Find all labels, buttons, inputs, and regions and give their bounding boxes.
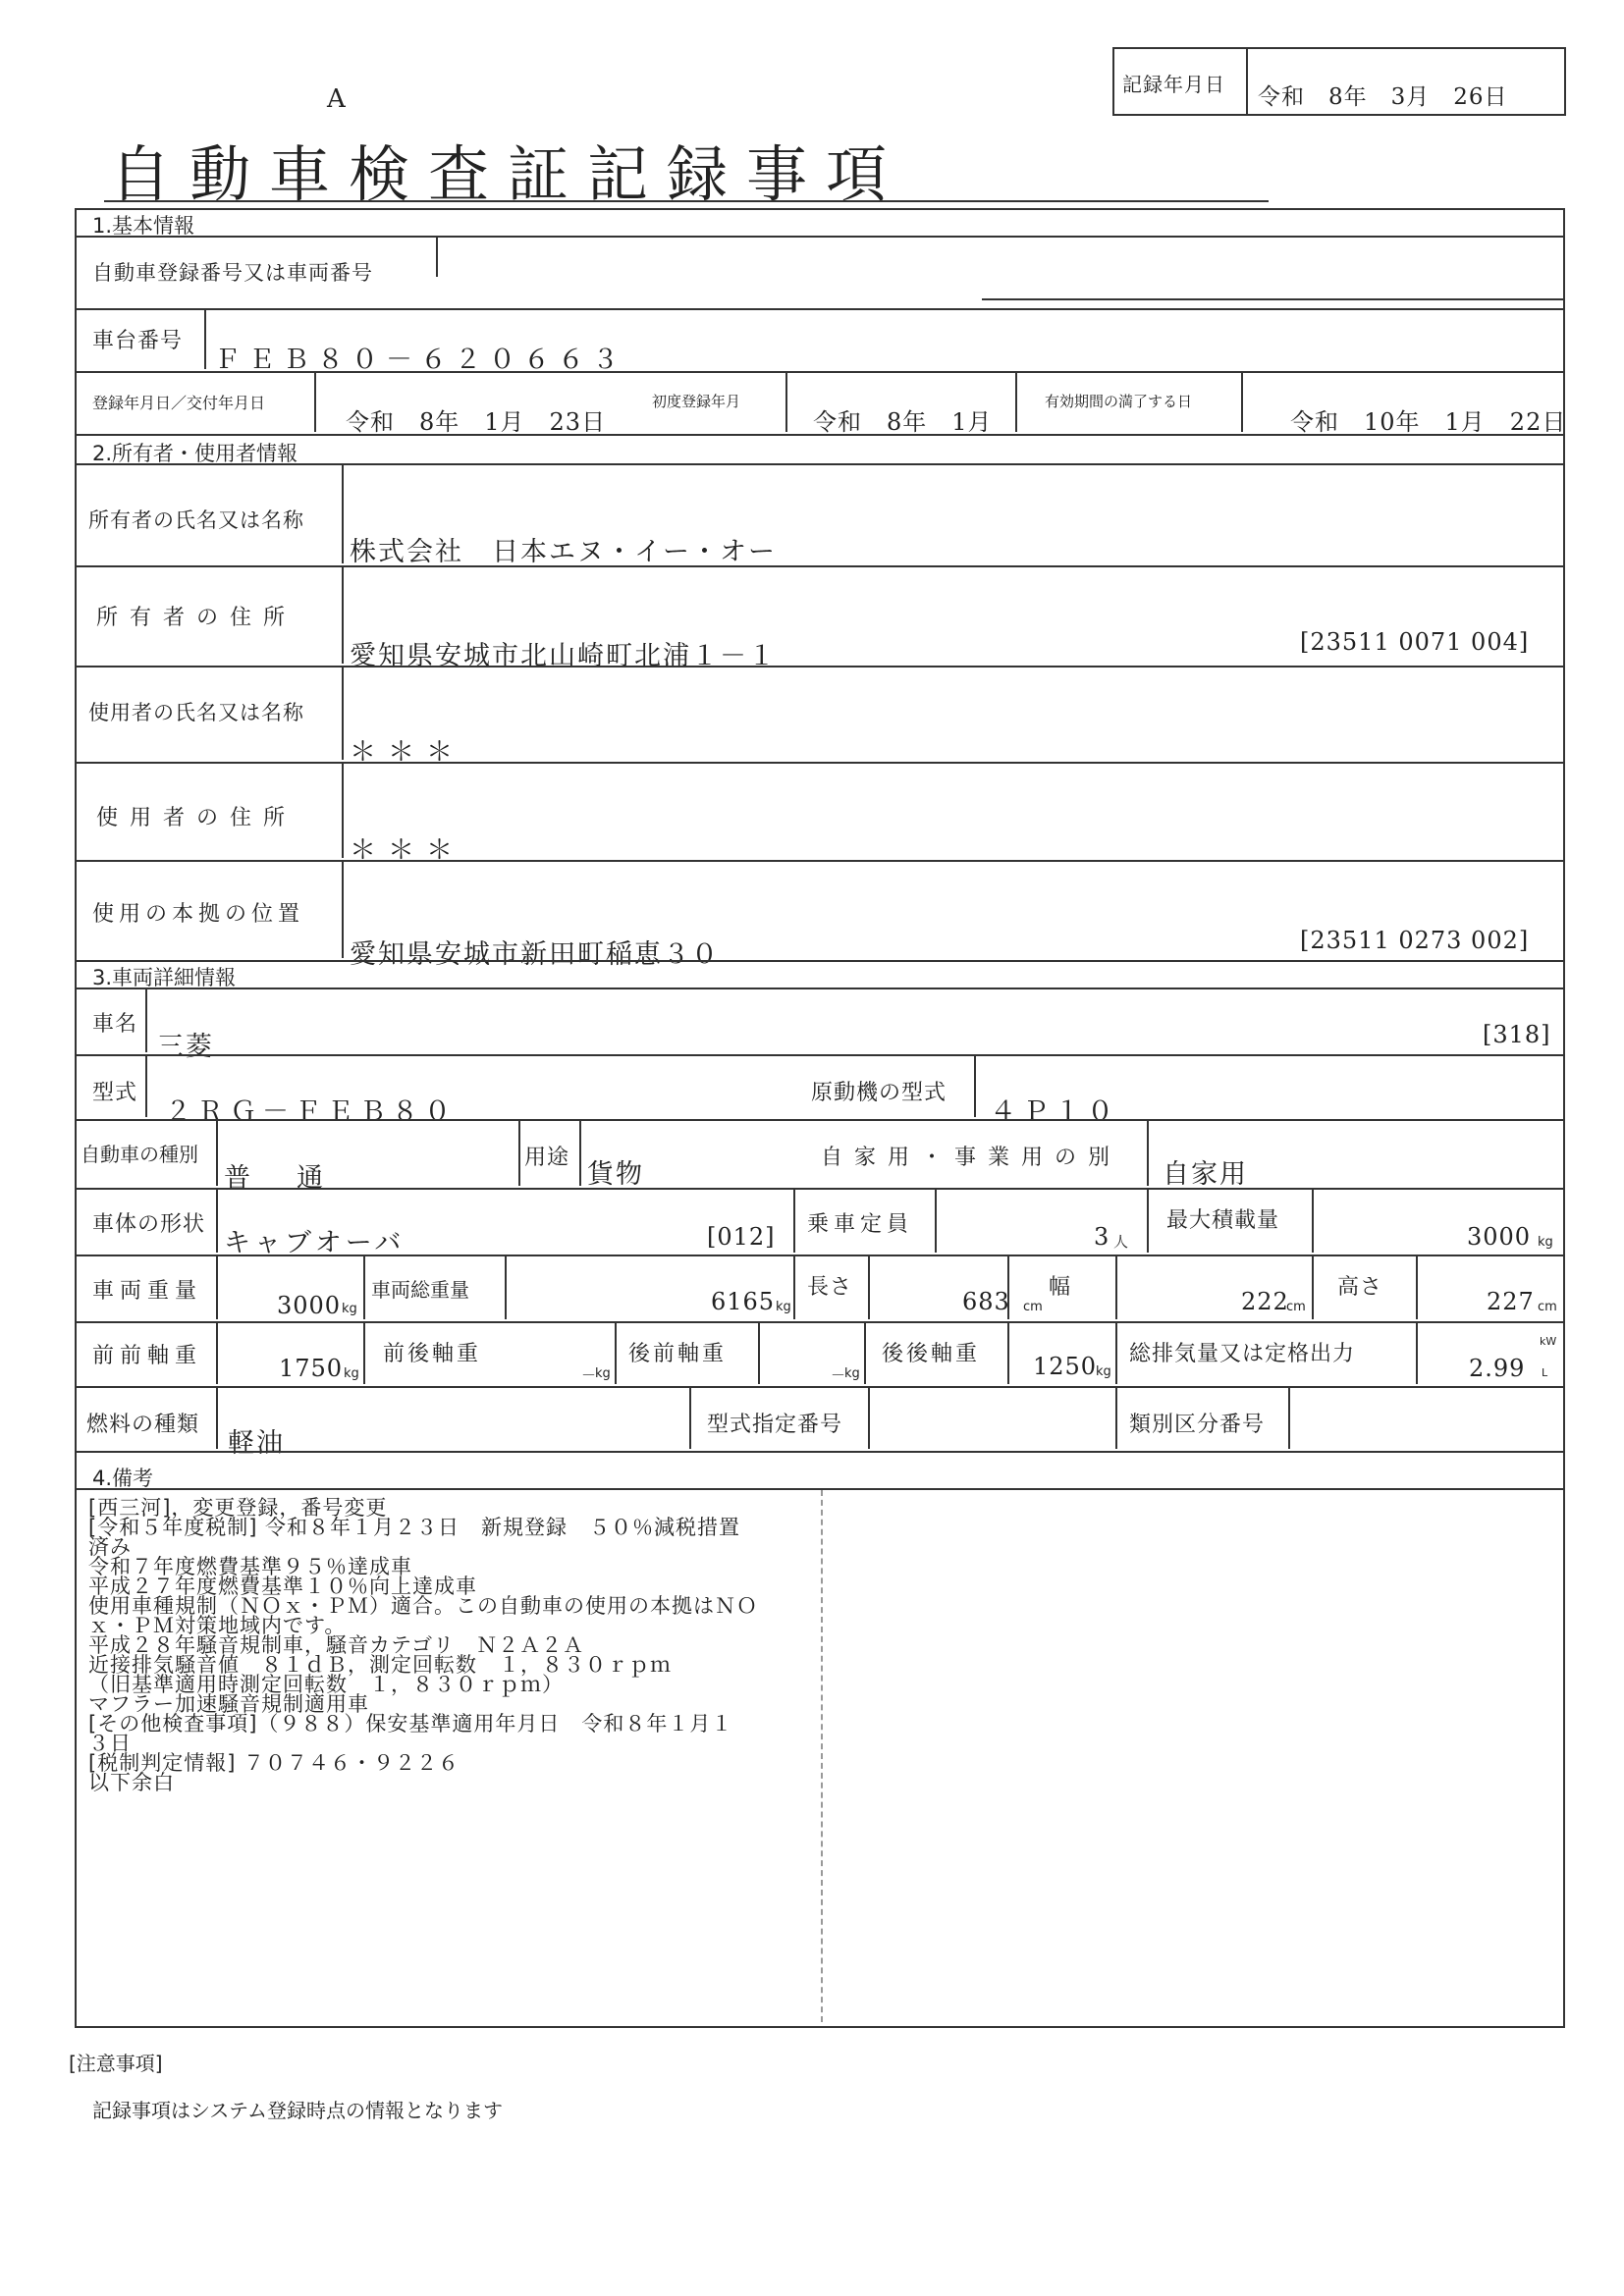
weight-label: 車両重量 xyxy=(92,1279,203,1304)
regno-label: 自動車登録番号又は車両番号 xyxy=(92,261,373,285)
note-line: 平成２８年騒音規制車，騒音カテゴリ Ｎ２Ａ２Ａ xyxy=(88,1633,585,1657)
section-vehicle-header: 3.車両詳細情報 xyxy=(92,966,237,989)
car-name-code: [318] xyxy=(1483,1021,1551,1048)
note-line: [令和５年度税制] 令和８年１月２３日 新規登録 ５０％減税措置 xyxy=(88,1516,741,1539)
record-date-box xyxy=(1112,47,1566,116)
note-line: （旧基準適用時測定回転数 １，８３０ｒｐｍ） xyxy=(88,1673,564,1696)
base-location-label: 使用の本拠の位置 xyxy=(92,902,305,927)
owner-name-value: 株式会社 日本エヌ・イー・オー xyxy=(350,537,777,567)
displacement-unit-kw: kW xyxy=(1540,1335,1557,1348)
car-name-value: 三菱 xyxy=(157,1032,214,1062)
axle-rf-unit: kg xyxy=(844,1366,860,1381)
page-title: 自動車検査証記録事項 xyxy=(110,138,906,210)
length-label: 長さ xyxy=(807,1275,853,1300)
width-unit: cm xyxy=(1286,1300,1306,1314)
user-name-value: ＊＊＊ xyxy=(350,737,464,768)
maxload-value: 3000 xyxy=(1467,1223,1532,1251)
kind-label: 自動車の種別 xyxy=(81,1143,198,1166)
chassis-label: 車台番号 xyxy=(92,329,184,353)
displacement-value: 2.99 xyxy=(1469,1355,1526,1382)
weight-value: 3000 xyxy=(277,1292,342,1319)
fuel-value: 軽油 xyxy=(228,1428,285,1459)
base-location-code: [23511 0273 002] xyxy=(1300,927,1530,954)
note-line: 以下余白 xyxy=(88,1771,175,1794)
axle-rr-value: 1250 xyxy=(1033,1353,1098,1380)
axle-rf-value: － xyxy=(831,1366,846,1384)
model-label: 型式 xyxy=(92,1081,138,1105)
width-label: 幅 xyxy=(1049,1275,1072,1300)
note-line: 令和７年度燃費基準９５％達成車 xyxy=(88,1555,412,1578)
axle-rr-label: 後後軸重 xyxy=(882,1342,981,1366)
fuel-label: 燃料の種類 xyxy=(86,1413,200,1437)
reg-date-value: 令和 8年 1月 23日 xyxy=(346,408,607,436)
body-code: [012] xyxy=(707,1223,776,1251)
section-owner-header: 2.所有者・使用者情報 xyxy=(92,442,298,465)
maxload-label: 最大積載量 xyxy=(1166,1208,1280,1233)
axle-rr-unit: kg xyxy=(1096,1364,1111,1379)
section-basic-header: 1.基本情報 xyxy=(92,214,195,238)
first-reg-value: 令和 8年 1月 xyxy=(813,408,993,436)
car-name-label: 車名 xyxy=(92,1012,138,1037)
expiry-label: 有効期間の満了する日 xyxy=(1045,393,1193,410)
height-value: 227 xyxy=(1487,1288,1535,1315)
kind-value: 普 通 xyxy=(224,1163,333,1194)
private-value: 自家用 xyxy=(1163,1159,1248,1190)
capacity-unit: 人 xyxy=(1113,1233,1129,1251)
note-line: 近接排気騒音値 ８１ｄＢ，測定回転数 １，８３０ｒｐｍ xyxy=(88,1653,672,1677)
maxload-unit: kg xyxy=(1538,1235,1553,1250)
capacity-label: 乗車定員 xyxy=(807,1212,914,1237)
note-line: マフラー加速騒音規制適用車 xyxy=(88,1692,369,1716)
axle-fr-label: 前後軸重 xyxy=(383,1342,482,1366)
private-label: 自家用・事業用の別 xyxy=(821,1146,1122,1170)
type-designation-label: 型式指定番号 xyxy=(707,1413,843,1437)
category-label: 類別区分番号 xyxy=(1129,1413,1266,1437)
base-location-value: 愛知県安城市新田町稲恵３０ xyxy=(350,939,720,970)
section-notes-header: 4.備考 xyxy=(92,1467,154,1490)
record-date-value: 令和 8年 3月 26日 xyxy=(1258,84,1508,110)
note-line: [西三河]，変更登録，番号変更 xyxy=(88,1496,388,1520)
user-name-label: 使用者の氏名又は名称 xyxy=(88,701,304,724)
height-label: 高さ xyxy=(1337,1275,1383,1300)
record-date-label: 記録年月日 xyxy=(1122,73,1225,96)
axle-fr-value: － xyxy=(581,1366,597,1384)
width-value: 222 xyxy=(1241,1288,1289,1315)
axle-ff-unit: kg xyxy=(344,1366,359,1381)
caution-text: 記録事項はシステム登録時点の情報となります xyxy=(92,2099,503,2122)
gross-unit: kg xyxy=(776,1300,791,1314)
axle-ff-value: 1750 xyxy=(279,1355,344,1382)
expiry-value: 令和 10年 1月 22日 xyxy=(1290,408,1567,436)
use-label: 用途 xyxy=(524,1146,570,1170)
note-line: ｘ・ＰＭ対策地域内です。 xyxy=(88,1614,347,1637)
body-value: キャブオーバ xyxy=(224,1228,406,1258)
owner-addr-code: [23511 0071 004] xyxy=(1300,628,1530,656)
length-value: 683 xyxy=(962,1288,1010,1315)
chassis-value: ＦＥＢ８０－６２０６６３ xyxy=(214,345,626,375)
body-label: 車体の形状 xyxy=(92,1212,206,1237)
height-unit: cm xyxy=(1538,1300,1557,1314)
note-line: 使用車種規制（ＮＯｘ・ＰＭ）適合。この自動車の使用の本拠はＮＯ xyxy=(88,1594,758,1618)
engine-value: ４Ｐ１０ xyxy=(990,1096,1119,1127)
note-line: [税制判定情報] ７０７４６・９２２６ xyxy=(88,1751,460,1775)
owner-addr-value: 愛知県安城市北山崎町北浦１－１ xyxy=(350,641,777,671)
owner-name-label: 所有者の氏名又は名称 xyxy=(88,508,304,532)
length-unit: cm xyxy=(1023,1300,1043,1314)
axle-ff-label: 前前軸重 xyxy=(92,1344,203,1368)
gross-label: 車両総重量 xyxy=(371,1278,469,1302)
caution-label: [注意事項] xyxy=(69,2052,163,2075)
notes-list xyxy=(88,1498,835,1792)
user-addr-label: 使用者の住所 xyxy=(96,806,298,830)
note-line: 済み xyxy=(88,1535,132,1559)
page-marker: A xyxy=(327,84,346,114)
axle-rf-label: 後前軸重 xyxy=(628,1342,728,1366)
note-line: 平成２７年度燃費基準１０％向上達成車 xyxy=(88,1575,477,1598)
gross-value: 6165 xyxy=(711,1288,776,1315)
user-addr-value: ＊＊＊ xyxy=(350,835,464,866)
owner-addr-label: 所有者の住所 xyxy=(96,606,298,630)
axle-fr-unit: kg xyxy=(595,1366,611,1381)
weight-unit: kg xyxy=(342,1302,357,1316)
model-value: ２ＲＧ－ＦＥＢ８０ xyxy=(165,1096,457,1127)
note-line: [その他検査事項]（９８８）保安基準適用年月日 令和８年１月１ xyxy=(88,1712,733,1735)
displacement-unit-l: L xyxy=(1542,1366,1548,1379)
reg-date-label: 登録年月日／交付年月日 xyxy=(92,394,266,412)
displacement-label: 総排気量又は定格出力 xyxy=(1129,1342,1356,1366)
first-reg-label: 初度登録年月 xyxy=(652,393,741,410)
use-value: 貨物 xyxy=(587,1159,644,1190)
note-line: ３日 xyxy=(88,1732,132,1755)
engine-label: 原動機の型式 xyxy=(811,1081,947,1105)
capacity-value: 3 xyxy=(1094,1223,1110,1251)
